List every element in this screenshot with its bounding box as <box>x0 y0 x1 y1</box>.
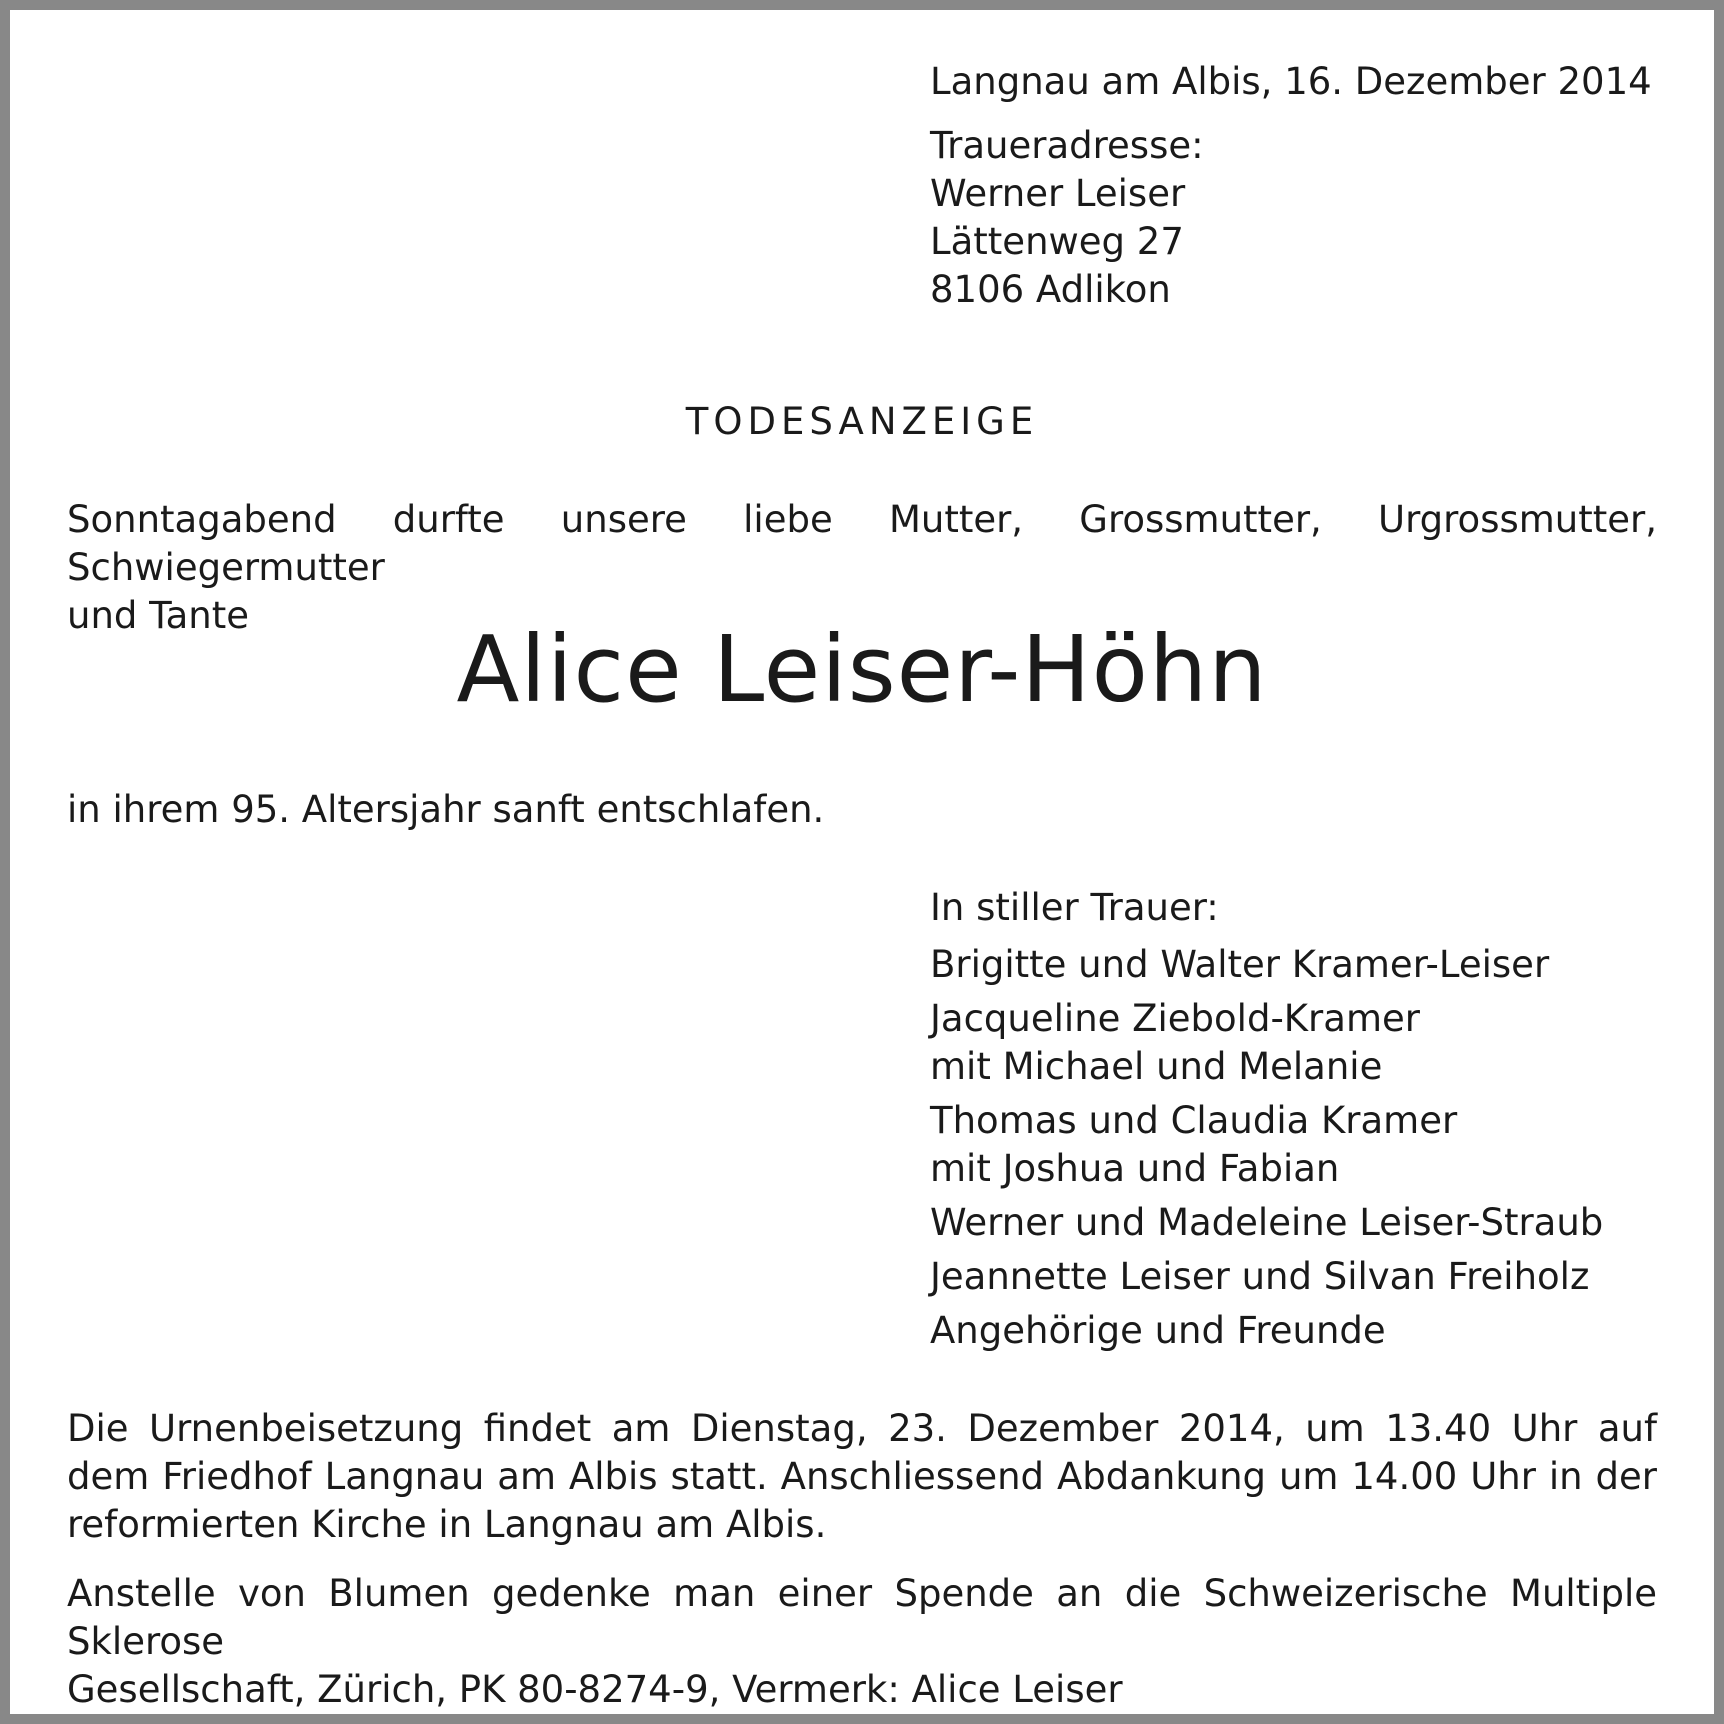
mourner-line: Jeannette Leiser und Silvan Freiholz <box>930 1255 1590 1298</box>
donation-paragraph <box>67 1570 1657 1714</box>
intro-line: Sonntagabend durfte unsere liebe Mutter, Grossmutter, Urgrossmutter, Schwiegermutter <box>67 498 1657 589</box>
donation-line: Gesellschaft, Zürich, PK 80-8274-9, Vermerk: Alice Leiser <box>67 1668 1123 1711</box>
mourner-entry <box>930 995 1603 1091</box>
donation-line: Anstelle von Blumen gedenke man einer Spende an die Schweizerische Multiple Sklerose <box>67 1572 1657 1663</box>
address-line: 8106 Adlikon <box>930 268 1171 311</box>
place-date <box>930 58 1652 106</box>
mourning-address <box>930 122 1204 314</box>
place-date-text: Langnau am Albis, 16. Dezember 2014 <box>930 60 1652 103</box>
mourner-line: Werner und Madeleine Leiser-Straub <box>930 1201 1604 1244</box>
age-text: in ihrem 95. Altersjahr sanft entschlafen. <box>67 788 825 831</box>
mourners-list <box>930 884 1603 1361</box>
mourner-entry <box>930 1253 1603 1301</box>
mourner-entry <box>930 1307 1603 1355</box>
mourner-line: Thomas und Claudia Kramer <box>930 1099 1458 1142</box>
deceased-name: Alice Leiser-Höhn <box>456 616 1268 723</box>
address-label: Traueradresse: <box>930 124 1204 167</box>
mourner-entry <box>930 1097 1603 1193</box>
mourners-label: In stiller Trauer: <box>930 886 1219 929</box>
mourner-line: Brigitte und Walter Kramer-Leiser <box>930 943 1550 986</box>
service-line: Die Urnenbeisetzung findet am Dienstag, 23. Dezember 2014, um 13.40 Uhr auf <box>67 1407 1657 1450</box>
mourner-line: Angehörige und Freunde <box>930 1309 1386 1352</box>
mourner-entry <box>930 941 1603 989</box>
mourner-line: mit Michael und Melanie <box>930 1045 1383 1088</box>
mourner-entry <box>930 1199 1603 1247</box>
service-line: reformierten Kirche in Langnau am Albis. <box>67 1503 827 1546</box>
mourner-line: mit Joshua und Fabian <box>930 1147 1340 1190</box>
intro-line: und Tante <box>67 594 250 637</box>
mourner-line: Jacqueline Ziebold-Kramer <box>930 997 1420 1040</box>
notice-heading: TODESANZEIGE <box>685 400 1039 443</box>
service-line: dem Friedhof Langnau am Albis statt. Anschliessend Abdankung um 14.00 Uhr in der <box>67 1455 1657 1498</box>
service-paragraph <box>67 1405 1657 1549</box>
address-line: Lättenweg 27 <box>930 220 1184 263</box>
address-line: Werner Leiser <box>930 172 1186 215</box>
